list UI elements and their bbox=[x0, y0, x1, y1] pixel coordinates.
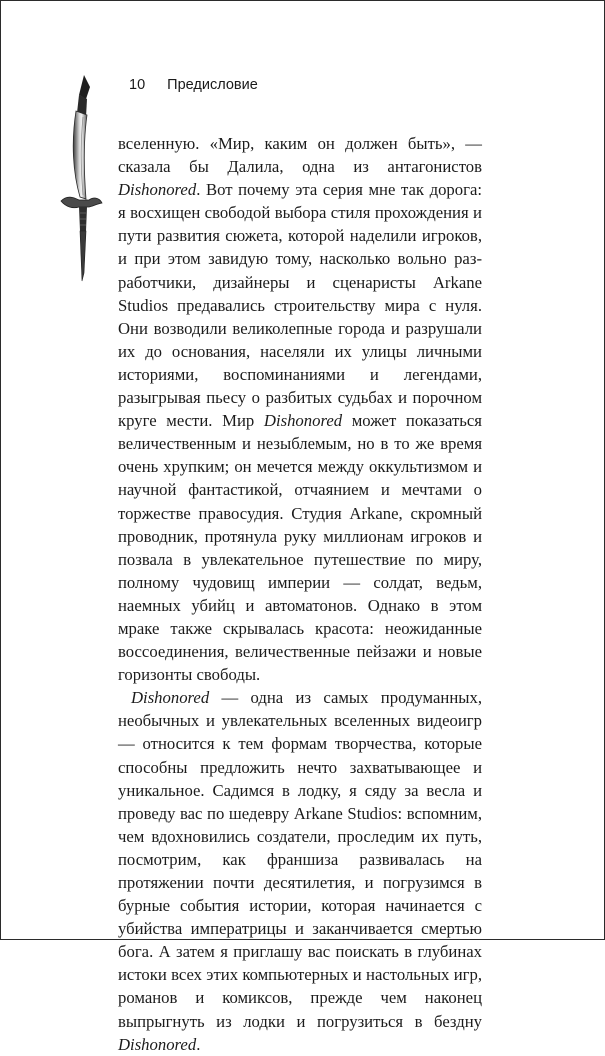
text-run: . bbox=[196, 1034, 201, 1054]
game-title: Dishonored bbox=[263, 411, 343, 431]
dagger-icon bbox=[59, 73, 103, 283]
page-number: 10 bbox=[129, 77, 146, 93]
paragraph bbox=[118, 686, 482, 1056]
text-run: вселенную. «Мир, каким он должен быть», — сказала бы Далила, одна из антагонистов bbox=[118, 134, 482, 177]
running-header bbox=[129, 77, 258, 93]
game-title: Dishonored bbox=[131, 688, 210, 708]
paragraph bbox=[118, 132, 482, 686]
game-title: Dishonored bbox=[118, 180, 197, 200]
body-text bbox=[118, 132, 482, 1056]
running-title: Предисловие bbox=[167, 77, 258, 93]
text-run: может показаться величественным и незыблемым, но в то же время очень хрупким; он мечется между оккультизмом и научной фантастикой, отчаянием и мечтами о торжестве правосудия. Студия Arkane, скромный проводник, протянула руку миллионам игроков и позвала в увлекательное путешествие по миру, полному чудовищ империи — солдат, ведьм, наемных убийц и автоматонов. Однако в этом мраке также скрывалась красота: неожиданные воссоединения, величественные пейзажи и новые горизонты свободы. bbox=[118, 411, 482, 685]
game-title: Dishonored bbox=[118, 1034, 197, 1054]
text-run: . Вот почему эта серия мне так дорога: я восхищен свободой выбора стиля прохождения и пути развития сюжета, которой наделили игроков, и при этом завидую тому, насколько вольно разработчики, дизайнеры и сценаристы Arkane Studios предавались строительству мира с нуля. Они возводили великолепные города и разрушали их до основания, населяли их улицы личными историями, воспоминаниями и легендами, разыгрывая пьесу о разбитых судьбах и порочном круге мести. Мир bbox=[118, 180, 482, 431]
text-run: — одна из самых продуманных, необычных и увлекательных вселенных видеоигр — относится к тем формам творчества, которые способны предложить нечто захватывающее и уникальное. Садимся в лодку, я сяду за весла и проведу вас по шедевру Arkane Studios: вспомним, чем вдохновились создатели, проследим их путь, посмотрим, как франшиза развивалась на протяжении почти десятилетия, и погрузимся в бурные события истории, которая начинается с убийства императрицы и заканчивается смертью бога. А затем я приглашу вас поискать в глубинах истоки всех этих компьютерных и настольных игр, романов и комиксов, прежде чем наконец выпрыгнуть из лодки и погрузиться в бездну bbox=[118, 688, 482, 1031]
